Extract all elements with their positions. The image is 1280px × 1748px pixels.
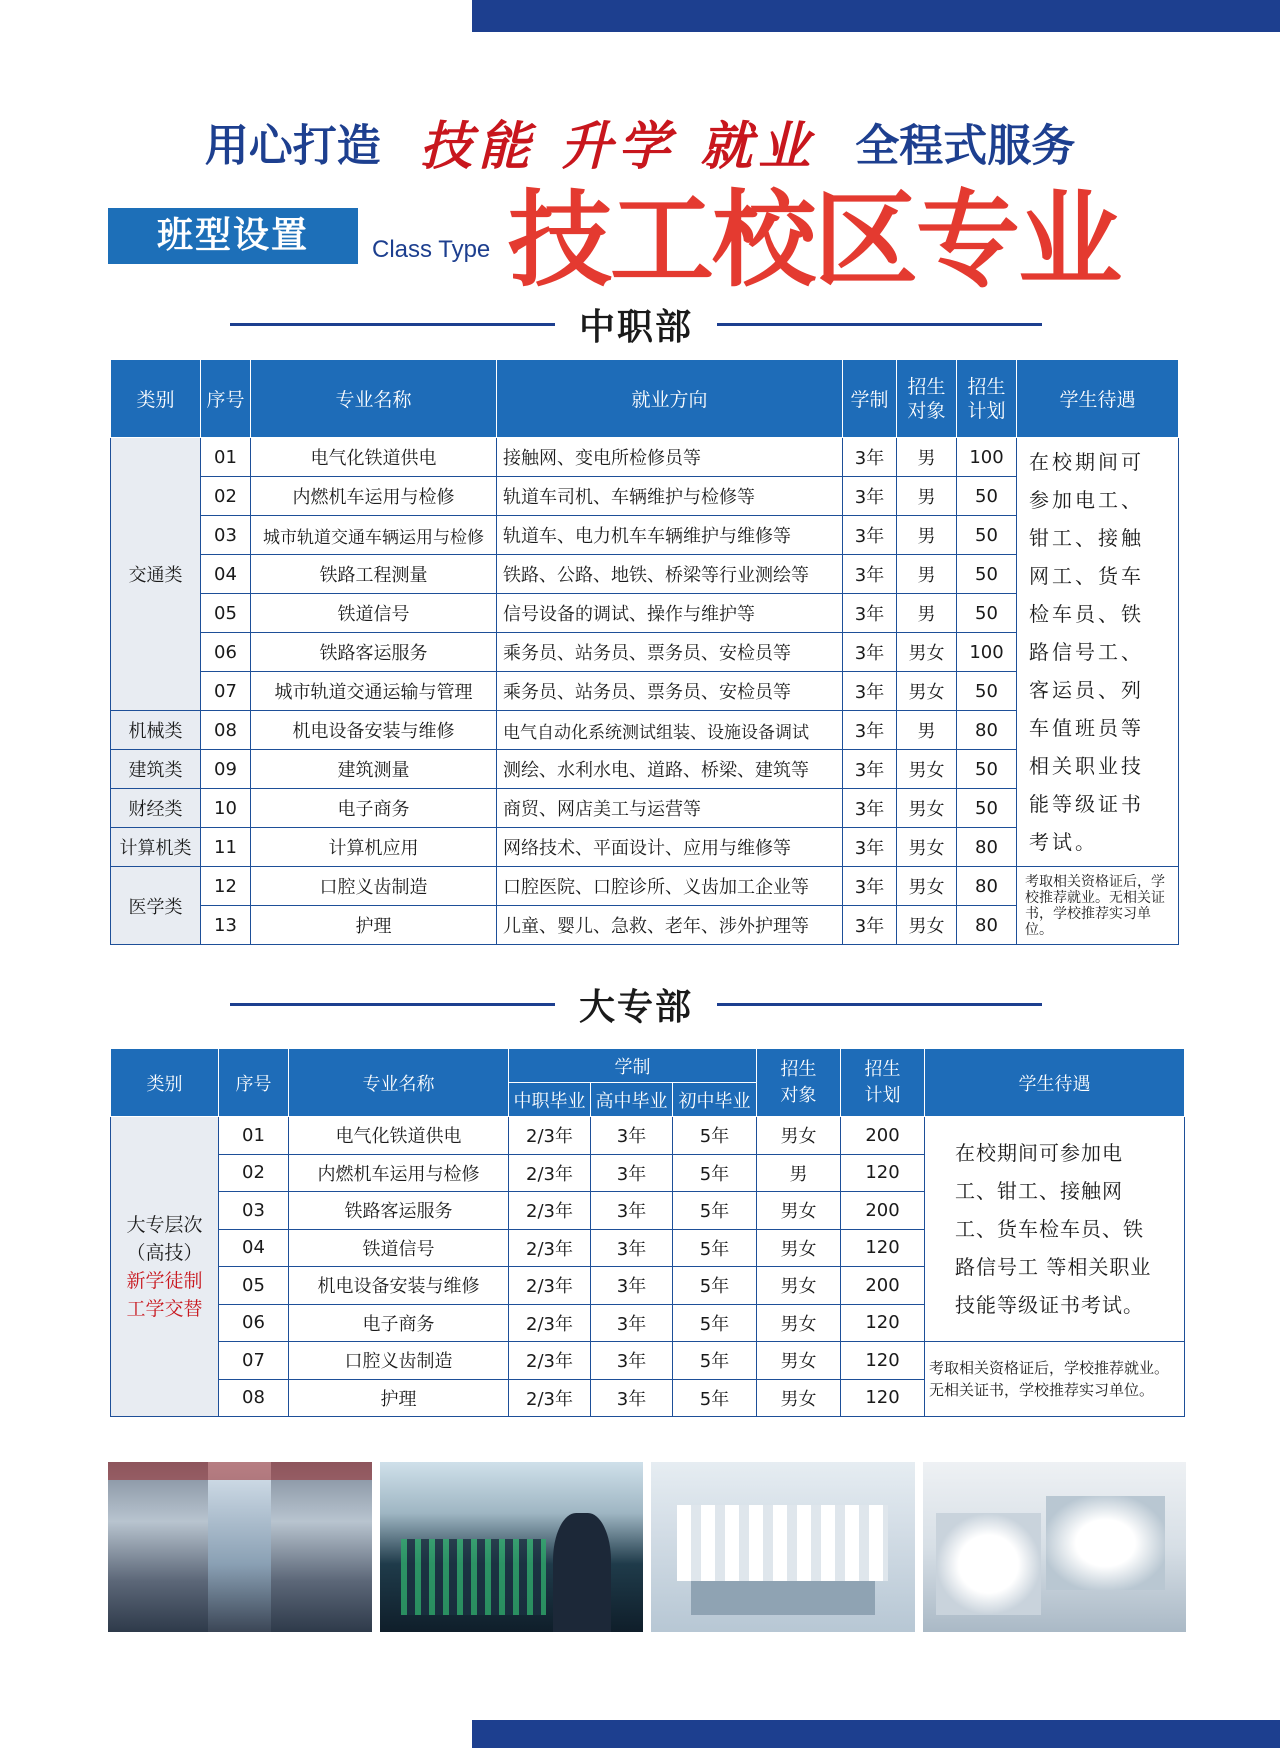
duration: 3年 <box>843 672 897 711</box>
program-name: 电气化铁道供电 <box>251 438 497 477</box>
enrollment-plan: 50 <box>957 672 1017 711</box>
sub-header: 中职毕业 <box>509 1083 591 1117</box>
category-line: 新学徒制 <box>126 1269 203 1292</box>
col-header: 专业名称 <box>289 1049 509 1117</box>
program-name: 口腔义齿制造 <box>251 867 497 906</box>
class-type-badge: 班型设置 <box>108 208 358 264</box>
section-secondary-heading <box>230 304 1042 348</box>
duration-highschool-grad: 3年 <box>591 1229 673 1267</box>
duration: 3年 <box>843 594 897 633</box>
row-number: 07 <box>201 672 251 711</box>
table-row <box>111 438 1179 477</box>
program-name: 计算机应用 <box>251 828 497 867</box>
target-gender: 男女 <box>897 672 957 711</box>
sub-header: 初中毕业 <box>673 1083 757 1117</box>
enrollment-plan: 120 <box>841 1304 925 1342</box>
category-line: 工学交替 <box>126 1297 203 1320</box>
career-direction: 网络技术、平面设计、应用与维修等 <box>497 828 843 867</box>
duration-middleschool-grad: 5年 <box>673 1117 757 1155</box>
col-header: 招生对象 <box>897 360 957 438</box>
target-gender: 男女 <box>757 1229 841 1267</box>
duration-highschool-grad: 3年 <box>591 1379 673 1417</box>
col-header: 学生待遇 <box>1017 360 1179 438</box>
duration-secondary-grad: 2/3年 <box>509 1304 591 1342</box>
program-name: 电子商务 <box>289 1304 509 1342</box>
table-row <box>111 1117 1185 1155</box>
career-direction: 轨道车司机、车辆维护与检修等 <box>497 477 843 516</box>
enrollment-plan: 50 <box>957 594 1017 633</box>
target-gender: 男女 <box>757 1117 841 1155</box>
col-header: 招生计划 <box>841 1049 925 1117</box>
row-number: 03 <box>201 516 251 555</box>
student-benefits: 在校期间可参加电工、钳工、接触网工、货车检车员、铁路信号工、客运员、列车值班员等相关职业技能等级证书考试。 <box>1017 438 1179 867</box>
enrollment-plan: 120 <box>841 1342 925 1380</box>
target-gender: 男女 <box>897 828 957 867</box>
category-cell: 机械类 <box>111 711 201 750</box>
divider <box>230 323 555 326</box>
program-name: 机电设备安装与维修 <box>251 711 497 750</box>
enrollment-plan: 80 <box>957 828 1017 867</box>
section-college-title: 大专部 <box>579 986 694 1028</box>
target-gender: 男女 <box>757 1304 841 1342</box>
student-benefits: 在校期间可参加电工、钳工、接触网工、货车检车员、铁路信号工 等相关职业技能等级证书考试。 <box>925 1117 1185 1342</box>
campus-hall-photo <box>108 1462 372 1632</box>
row-number: 05 <box>219 1267 289 1305</box>
duration: 3年 <box>843 477 897 516</box>
student-benefits-note: 考取相关资格证后，学校推荐就业。无相关证书，学校推荐实习单位。 <box>1017 867 1179 945</box>
enrollment-plan: 80 <box>957 711 1017 750</box>
career-direction: 信号设备的调试、操作与维护等 <box>497 594 843 633</box>
duration-middleschool-grad: 5年 <box>673 1154 757 1192</box>
target-gender: 男女 <box>897 867 957 906</box>
program-name: 内燃机车运用与检修 <box>251 477 497 516</box>
col-header: 学生待遇 <box>925 1049 1185 1117</box>
sub-header: 高中毕业 <box>591 1083 673 1117</box>
divider <box>230 1003 555 1006</box>
slogan <box>0 104 1280 179</box>
target-gender: 男 <box>897 594 957 633</box>
target-gender: 男女 <box>757 1342 841 1380</box>
college-programs-table <box>110 1048 1185 1417</box>
col-header: 学制 <box>509 1049 757 1083</box>
target-gender: 男 <box>897 711 957 750</box>
duration: 3年 <box>843 906 897 945</box>
target-gender: 男女 <box>757 1267 841 1305</box>
duration: 3年 <box>843 516 897 555</box>
duration-highschool-grad: 3年 <box>591 1117 673 1155</box>
row-number: 08 <box>201 711 251 750</box>
career-direction: 铁路、公路、地铁、桥梁等行业测绘等 <box>497 555 843 594</box>
duration: 3年 <box>843 789 897 828</box>
row-number: 05 <box>201 594 251 633</box>
target-gender: 男女 <box>897 789 957 828</box>
table-row <box>111 1342 1185 1380</box>
career-direction: 接触网、变电所检修员等 <box>497 438 843 477</box>
target-gender: 男女 <box>897 750 957 789</box>
duration-middleschool-grad: 5年 <box>673 1267 757 1305</box>
enrollment-plan: 200 <box>841 1192 925 1230</box>
row-number: 02 <box>201 477 251 516</box>
row-number: 02 <box>219 1154 289 1192</box>
career-direction: 乘务员、站务员、票务员、安检员等 <box>497 672 843 711</box>
duration: 3年 <box>843 867 897 906</box>
category-cell: 计算机类 <box>111 828 201 867</box>
program-name: 内燃机车运用与检修 <box>289 1154 509 1192</box>
row-number: 04 <box>201 555 251 594</box>
career-direction: 乘务员、站务员、票务员、安检员等 <box>497 633 843 672</box>
dental-lab-photo <box>923 1462 1187 1632</box>
program-name: 护理 <box>251 906 497 945</box>
target-gender: 男 <box>757 1154 841 1192</box>
program-name: 电气化铁道供电 <box>289 1117 509 1155</box>
enrollment-plan: 50 <box>957 789 1017 828</box>
row-number: 13 <box>201 906 251 945</box>
row-number: 12 <box>201 867 251 906</box>
row-number: 01 <box>219 1117 289 1155</box>
target-gender: 男女 <box>897 906 957 945</box>
career-direction: 测绘、水利水电、道路、桥梁、建筑等 <box>497 750 843 789</box>
category-line: 大专层次 <box>126 1213 203 1236</box>
class-type-label: Class Type <box>372 236 491 263</box>
career-direction: 商贸、网店美工与运营等 <box>497 789 843 828</box>
program-name: 铁路工程测量 <box>251 555 497 594</box>
col-header: 招生计划 <box>957 360 1017 438</box>
target-gender: 男女 <box>757 1379 841 1417</box>
duration: 3年 <box>843 555 897 594</box>
program-name: 建筑测量 <box>251 750 497 789</box>
bottom-decor-bar <box>472 1720 1280 1748</box>
program-name: 口腔义齿制造 <box>289 1342 509 1380</box>
enrollment-plan: 120 <box>841 1229 925 1267</box>
career-direction: 轨道车、电力机车车辆维护与维修等 <box>497 516 843 555</box>
duration-secondary-grad: 2/3年 <box>509 1379 591 1417</box>
enrollment-plan: 100 <box>957 633 1017 672</box>
career-direction: 儿童、婴儿、急救、老年、涉外护理等 <box>497 906 843 945</box>
duration-highschool-grad: 3年 <box>591 1192 673 1230</box>
slogan-part2: 技能 升学 就业 <box>419 116 817 177</box>
row-number: 06 <box>219 1304 289 1342</box>
section-secondary-title: 中职部 <box>579 306 694 348</box>
duration-highschool-grad: 3年 <box>591 1267 673 1305</box>
career-direction: 电气自动化系统测试组装、设施设备调试 <box>497 711 843 750</box>
col-header: 学制 <box>843 360 897 438</box>
category-cell <box>111 1117 219 1417</box>
duration-highschool-grad: 3年 <box>591 1304 673 1342</box>
duration: 3年 <box>843 750 897 789</box>
duration-highschool-grad: 3年 <box>591 1342 673 1380</box>
row-number: 09 <box>201 750 251 789</box>
campus-photo-strip <box>108 1462 1186 1632</box>
program-name: 城市轨道交通运输与管理 <box>251 672 497 711</box>
enrollment-plan: 120 <box>841 1154 925 1192</box>
target-gender: 男 <box>897 555 957 594</box>
divider <box>717 323 1042 326</box>
category-cell: 交通类 <box>111 438 201 711</box>
duration-highschool-grad: 3年 <box>591 1154 673 1192</box>
enrollment-plan: 50 <box>957 477 1017 516</box>
category-cell: 医学类 <box>111 867 201 945</box>
slogan-part3: 全程式服务 <box>855 120 1076 172</box>
col-header: 类别 <box>111 1049 219 1117</box>
row-number: 06 <box>201 633 251 672</box>
row-number: 11 <box>201 828 251 867</box>
program-name: 铁路客运服务 <box>251 633 497 672</box>
duration: 3年 <box>843 633 897 672</box>
row-number: 01 <box>201 438 251 477</box>
enrollment-plan: 200 <box>841 1117 925 1155</box>
col-header: 类别 <box>111 360 201 438</box>
col-header: 序号 <box>201 360 251 438</box>
category-line: （高技） <box>126 1241 203 1264</box>
section-college-heading <box>230 984 1042 1028</box>
program-name: 城市轨道交通车辆运用与检修 <box>251 516 497 555</box>
duration: 3年 <box>843 438 897 477</box>
target-gender: 男女 <box>897 633 957 672</box>
enrollment-plan: 80 <box>957 867 1017 906</box>
enrollment-plan: 50 <box>957 750 1017 789</box>
duration-secondary-grad: 2/3年 <box>509 1342 591 1380</box>
duration-middleschool-grad: 5年 <box>673 1379 757 1417</box>
enrollment-plan: 100 <box>957 438 1017 477</box>
col-header: 专业名称 <box>251 360 497 438</box>
row-number: 07 <box>219 1342 289 1380</box>
career-direction: 口腔医院、口腔诊所、义齿加工企业等 <box>497 867 843 906</box>
duration-secondary-grad: 2/3年 <box>509 1192 591 1230</box>
enrollment-plan: 80 <box>957 906 1017 945</box>
table-row <box>111 867 1179 906</box>
duration-middleschool-grad: 5年 <box>673 1304 757 1342</box>
row-number: 08 <box>219 1379 289 1417</box>
enrollment-plan: 120 <box>841 1379 925 1417</box>
duration: 3年 <box>843 711 897 750</box>
slogan-part1: 用心打造 <box>204 120 381 172</box>
category-cell: 财经类 <box>111 789 201 828</box>
col-header: 序号 <box>219 1049 289 1117</box>
row-number: 10 <box>201 789 251 828</box>
enrollment-plan: 200 <box>841 1267 925 1305</box>
nursing-lab-photo <box>651 1462 915 1632</box>
student-benefits-note: 考取相关资格证后，学校推荐就业。无相关证书，学校推荐实习单位。 <box>925 1342 1185 1417</box>
duration-middleschool-grad: 5年 <box>673 1342 757 1380</box>
program-name: 铁道信号 <box>289 1229 509 1267</box>
duration: 3年 <box>843 828 897 867</box>
duration-middleschool-grad: 5年 <box>673 1229 757 1267</box>
target-gender: 男 <box>897 516 957 555</box>
row-number: 04 <box>219 1229 289 1267</box>
target-gender: 男 <box>897 477 957 516</box>
program-name: 铁道信号 <box>251 594 497 633</box>
row-number: 03 <box>219 1192 289 1230</box>
col-header: 就业方向 <box>497 360 843 438</box>
program-name: 电子商务 <box>251 789 497 828</box>
duration-secondary-grad: 2/3年 <box>509 1117 591 1155</box>
control-room-photo <box>380 1462 644 1632</box>
enrollment-plan: 50 <box>957 516 1017 555</box>
top-decor-bar <box>472 0 1280 32</box>
program-name: 护理 <box>289 1379 509 1417</box>
duration-secondary-grad: 2/3年 <box>509 1267 591 1305</box>
duration-secondary-grad: 2/3年 <box>509 1229 591 1267</box>
target-gender: 男 <box>897 438 957 477</box>
category-cell: 建筑类 <box>111 750 201 789</box>
program-name: 铁路客运服务 <box>289 1192 509 1230</box>
target-gender: 男女 <box>757 1192 841 1230</box>
enrollment-plan: 50 <box>957 555 1017 594</box>
secondary-programs-table <box>110 359 1179 945</box>
program-name: 机电设备安装与维修 <box>289 1267 509 1305</box>
col-header: 招生对象 <box>757 1049 841 1117</box>
divider <box>717 1003 1042 1006</box>
page-title: 技工校区专业 <box>508 179 1121 301</box>
duration-secondary-grad: 2/3年 <box>509 1154 591 1192</box>
duration-middleschool-grad: 5年 <box>673 1192 757 1230</box>
